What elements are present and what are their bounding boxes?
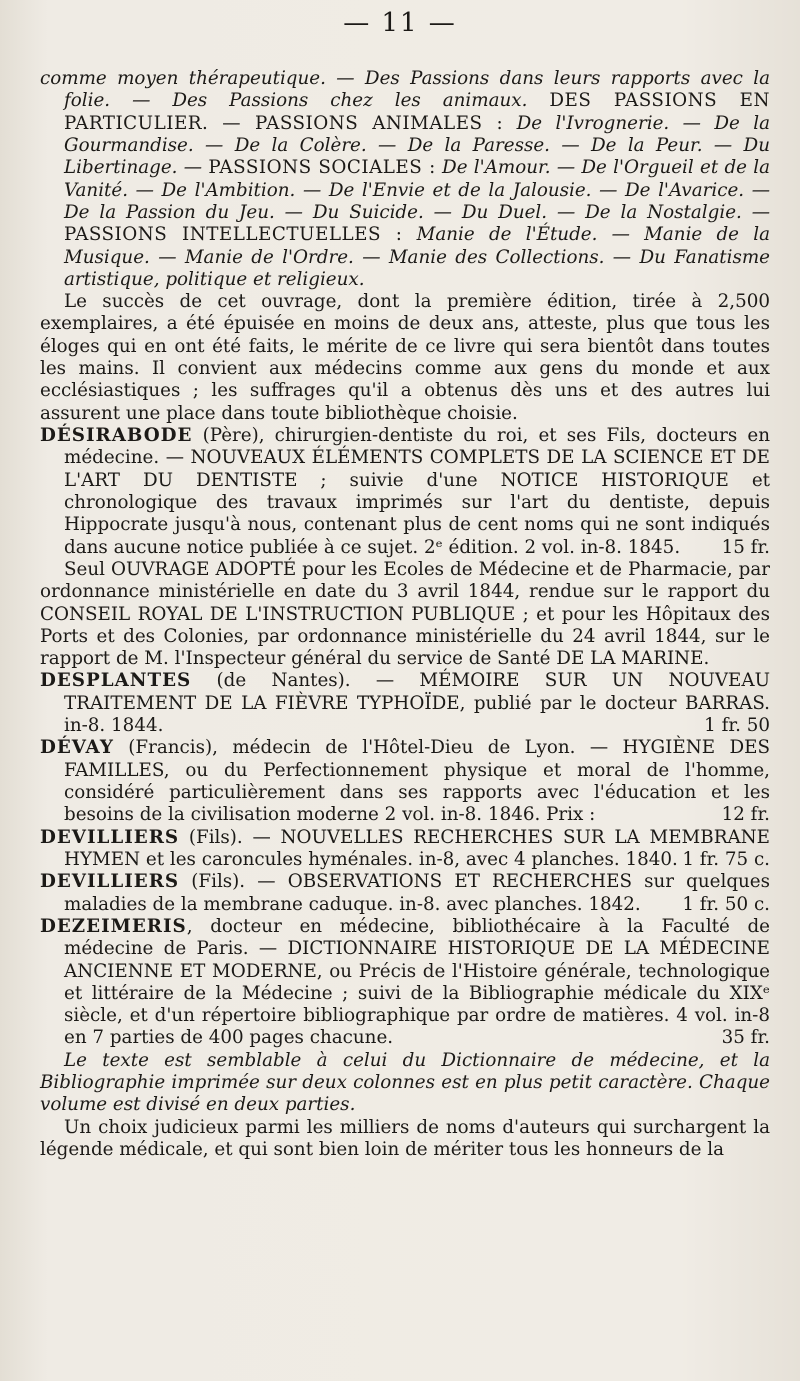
entry-text: (Père), chirurgien-dentiste du roi, et ses Fils, docteurs en médecine. — NOUVEAUX ÉLÉMENTS COMPLETS DE LA SCIENCE ET DE L'ART DU DENTISTE ; suivie d'une NOTICE HISTORIQUE et chronologique des travaux imprimés sur l'art du dentiste, depuis Hippocrate jusqu'à nous, contenant plus de cent noms qui ne sont indiqués dans aucune notice publiée à ce sujet. 2ᵉ édition. 2 vol. in-8. 1845. (64, 425, 770, 558)
entry-devay (40, 737, 770, 826)
intro-text-4: Manie de l'Étude. — Manie de la Musique. — Manie de l'Ordre. — Manie des Collections. — Du Fanatisme artistique, politique et religieux. (64, 224, 770, 290)
intro-entry (40, 68, 770, 291)
author-name: DÉVAY (40, 737, 114, 759)
page-number: — 11 — (343, 8, 457, 38)
entry-price: 1 fr. 75 c. (682, 848, 770, 870)
entry-devilliers-1 (40, 827, 770, 872)
entry-text: (Fils). — NOUVELLES RECHERCHES SUR LA MEMBRANE HYMEN et les caroncules hyménales. in-8, avec 4 planches. 1840. (64, 826, 771, 870)
entry-desirabode (40, 425, 770, 559)
entry-devilliers-2 (40, 871, 770, 916)
text-column (40, 68, 770, 1161)
author-name: DEVILLIERS (40, 871, 180, 893)
author-name: DESPLANTES (40, 670, 192, 692)
author-name: DEVILLIERS (40, 826, 180, 848)
intro-text-1: comme moyen thérapeutique. — Des Passions dans leurs rapports avec la folie. — Des Passions chez les animaux. (40, 68, 770, 112)
entry-price: 1 fr. 50 c. (682, 893, 770, 915)
entry-note: Seul OUVRAGE ADOPTÉ pour les Ecoles de Médecine et de Pharmacie, par ordonnance ministérielle en date du 3 avril 1844, rendue sur le rapport du CONSEIL ROYAL DE L'INSTRUCTION PUBLIQUE ; et pour les Hôpitaux des Ports et des Colonies, par ordonnance ministérielle du 24 avril 1844, sur le rapport de M. l'Inspecteur général du service de Santé DE LA MARINE. (40, 558, 770, 670)
author-name: DÉSIRABODE (40, 425, 193, 446)
entry-price: 12 fr. (721, 804, 770, 826)
intro-heading-intellectual: PASSIONS INTELLECTUELLES : (64, 224, 403, 246)
entry-price: 1 fr. 50 (704, 715, 770, 737)
entry-price: 35 fr. (721, 1027, 770, 1049)
entry-note: Le texte est semblable à celui du Dictionnaire de médecine, et la Bibliographie imprimée sur deux colonnes est en plus petit caractère. Chaque volume est divisé en deux parties. (40, 1049, 770, 1116)
entry-dezeimeris (40, 916, 770, 1050)
intro-heading-social: PASSIONS SOCIALES : (208, 157, 436, 179)
intro-text-2: De l'Ivrognerie. — De la Gourmandise. — De la Colère. — De la Paresse. — De la Peur. — Du Libertinage. — (64, 112, 771, 179)
entry-text: (Fils). — OBSERVATIONS ET RECHERCHES sur quelques maladies de la membrane caduque. in-8. avec planches. 1842. (64, 871, 771, 915)
entry-text: , docteur en médecine, bibliothécaire à la Faculté de médecine de Paris. — DICTIONNAIRE HISTORIQUE DE LA MÉDECINE ANCIENNE ET MODERNE, ou Précis de l'Histoire générale, technologique et littéraire de la Médecine ; suivi de la Bibliographie médicale du XIXᵉ siècle, et d'un répertoire bibliographique par ordre de matières. 4 vol. in-8 en 7 parties de 400 pages chacune. (64, 915, 770, 1049)
entry-text: (de Nantes). — MÉMOIRE SUR UN NOUVEAU TRAITEMENT DE LA FIÈVRE TYPHOÏDE, publié par le docteur BARRAS. in-8. 1844. (64, 670, 770, 737)
entry-text: (Francis), médecin de l'Hôtel-Dieu de Lyon. — HYGIÈNE DES FAMILLES, ou du Perfectionnement physique et moral de l'homme, considéré particulièrement dans ses rapports avec l'éducation et les besoins de la civilisation moderne 2 vol. in-8. 1846. Prix : (64, 737, 770, 826)
intro-text-3: De l'Amour. — De l'Orgueil et de la Vanité. — De l'Ambition. — De l'Envie et de la Jalousie. — De l'Avarice. — De la Passion du Jeu. — Du Suicide. — Du Duel. — De la Nostalgie. — (64, 157, 771, 223)
author-name: DEZEIMERIS (40, 915, 187, 937)
entry-price: 15 fr. (721, 536, 770, 558)
entry-desplantes (40, 670, 770, 737)
intro-heading-animal: DES PASSIONS EN PARTICULIER. — PASSIONS ANIMALES : (64, 90, 770, 134)
intro-paragraph: Le succès de cet ouvrage, dont la première édition, tirée à 2,500 exemplaires, a été épuisée en moins de deux ans, atteste, plus que tous les éloges qui en ont été faits, le mérite de ce livre qui sera bientôt dans toutes les mains. Il convient aux médecins comme aux gens du monde et aux ecclésiastiques ; les suffrages qu'il a obtenus dès uns et des autres lui assurent une place dans toute bibliothèque choisie. (40, 291, 770, 424)
entry-note-2: Un choix judicieux parmi les milliers de noms d'auteurs qui surchargent la légende médicale, et qui sont bien loin de mériter tous les honneurs de la (40, 1116, 770, 1160)
